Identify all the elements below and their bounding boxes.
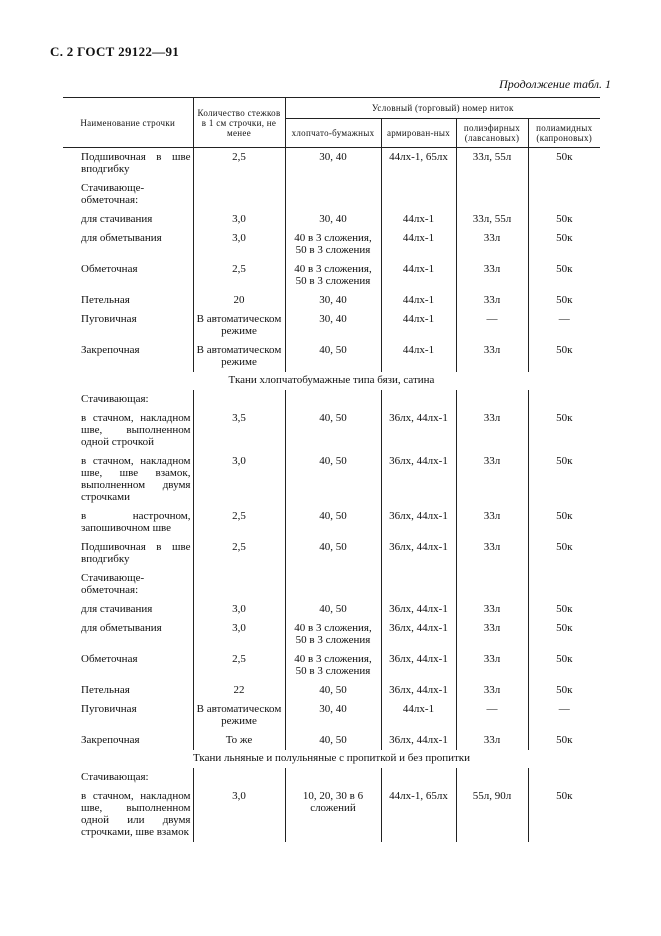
row-stitches: 3,0 — [193, 600, 285, 619]
table-body — [63, 148, 600, 843]
row-cotton: 40, 50 — [285, 341, 381, 372]
row-polyamide: 50к — [528, 619, 600, 650]
row-polyamide — [528, 768, 600, 787]
row-name: Закрепочная — [81, 734, 140, 746]
section-row — [63, 372, 600, 390]
table-row — [63, 229, 600, 260]
col-header-polyester: полиэфирных (лавсановых) — [456, 119, 528, 148]
col-header-name: Наименование строчки — [80, 117, 176, 128]
row-polyamide: 50к — [528, 291, 600, 310]
table-row — [63, 600, 600, 619]
row-polyester: 33л, 55л — [456, 210, 528, 229]
row-armored — [381, 179, 456, 210]
row-cotton: 30, 40 — [285, 700, 381, 731]
row-polyester — [456, 390, 528, 409]
table-row — [63, 452, 600, 507]
section-title: Ткани хлопчатобумажные типа бязи, сатина — [228, 374, 435, 386]
row-cotton — [285, 569, 381, 600]
row-stitches — [193, 768, 285, 787]
row-cotton: 40, 50 — [285, 731, 381, 750]
row-armored — [381, 768, 456, 787]
row-name: Петельная — [81, 294, 130, 306]
table-row — [63, 538, 600, 569]
thread-table — [63, 97, 600, 842]
row-name: для стачивания — [81, 603, 153, 615]
row-name: Стачивающе-обметочная: — [81, 572, 145, 596]
row-polyester: 33л — [456, 619, 528, 650]
row-cotton: 40 в 3 сложения, 50 в 3 сложения — [285, 229, 381, 260]
row-armored: 36лх, 44лх-1 — [381, 452, 456, 507]
row-polyamide: 50к — [528, 148, 600, 180]
col-header-armored: армирован-ных — [381, 119, 456, 148]
row-polyester — [456, 569, 528, 600]
row-armored: 36лх, 44лх-1 — [381, 409, 456, 452]
row-stitches: 20 — [193, 291, 285, 310]
row-polyester: 33л — [456, 291, 528, 310]
row-stitches: В автоматическом режиме — [193, 700, 285, 731]
row-polyester: 33л — [456, 681, 528, 700]
row-armored: 44лх-1 — [381, 291, 456, 310]
row-armored: 44лх-1 — [381, 700, 456, 731]
table-row — [63, 409, 600, 452]
row-polyamide: 50к — [528, 600, 600, 619]
row-cotton: 40, 50 — [285, 507, 381, 538]
row-stitches: 3,0 — [193, 787, 285, 842]
row-polyamide: 50к — [528, 260, 600, 291]
row-stitches: 3,5 — [193, 409, 285, 452]
row-name: Закрепочная — [81, 344, 140, 356]
row-cotton: 10, 20, 30 в 6 сложений — [285, 787, 381, 842]
row-polyester: 33л — [456, 341, 528, 372]
row-armored: 36лх, 44лх-1 — [381, 731, 456, 750]
row-name: в стачном, накладном шве, выполненном одной или двумя строчками, шве взамок — [81, 790, 191, 838]
row-polyester: 33л — [456, 731, 528, 750]
table-row — [63, 390, 600, 409]
row-stitches: 3,0 — [193, 210, 285, 229]
row-armored: 44лх-1, 65лх — [381, 148, 456, 180]
row-armored: 36лх, 44лх-1 — [381, 507, 456, 538]
row-polyamide — [528, 179, 600, 210]
table-row — [63, 619, 600, 650]
row-polyester: 33л — [456, 452, 528, 507]
section-title: Ткани льняные и полульняные с пропиткой и без пропитки — [192, 752, 471, 764]
row-armored: 44лх-1 — [381, 310, 456, 341]
row-stitches — [193, 390, 285, 409]
row-cotton: 30, 40 — [285, 210, 381, 229]
row-stitches: 2,5 — [193, 507, 285, 538]
row-stitches: То же — [193, 731, 285, 750]
row-cotton: 40 в 3 сложения, 50 в 3 сложения — [285, 260, 381, 291]
table-row — [63, 507, 600, 538]
row-name: в стачном, накладном шве, шве взамок, выполненном двумя строчками — [81, 455, 191, 503]
row-stitches: 2,5 — [193, 148, 285, 180]
row-armored: 36лх, 44лх-1 — [381, 650, 456, 681]
row-armored: 36лх, 44лх-1 — [381, 619, 456, 650]
table-row — [63, 768, 600, 787]
table-continuation-note: Продолжение табл. 1 — [499, 77, 611, 91]
row-name: Обметочная — [81, 263, 138, 275]
row-cotton: 40 в 3 сложения, 50 в 3 сложения — [285, 650, 381, 681]
row-cotton: 30, 40 — [285, 148, 381, 180]
row-polyamide — [528, 390, 600, 409]
row-polyester — [456, 179, 528, 210]
row-cotton: 40, 50 — [285, 681, 381, 700]
row-name: Пуговичная — [81, 313, 137, 325]
row-name: в стачном, накладном шве, выполненном одной строчкой — [81, 412, 191, 448]
table-row — [63, 260, 600, 291]
row-polyester: 33л — [456, 650, 528, 681]
row-polyamide — [528, 569, 600, 600]
row-armored — [381, 390, 456, 409]
row-cotton — [285, 390, 381, 409]
row-armored: 44лх-1 — [381, 341, 456, 372]
row-stitches — [193, 569, 285, 600]
row-stitches: 22 — [193, 681, 285, 700]
section-row — [63, 750, 600, 768]
row-polyester: 33л — [456, 409, 528, 452]
row-polyamide: — — [528, 700, 600, 731]
row-polyamide: 50к — [528, 229, 600, 260]
table-row — [63, 731, 600, 750]
row-polyamide: 50к — [528, 341, 600, 372]
row-cotton: 40, 50 — [285, 538, 381, 569]
table-row — [63, 291, 600, 310]
row-cotton — [285, 768, 381, 787]
row-stitches: 2,5 — [193, 650, 285, 681]
row-stitches: В автоматическом режиме — [193, 341, 285, 372]
row-polyester: 55л, 90л — [456, 787, 528, 842]
row-stitches: 2,5 — [193, 260, 285, 291]
table-row — [63, 569, 600, 600]
row-name: для стачивания — [81, 213, 153, 225]
row-cotton: 40 в 3 сложения, 50 в 3 сложения — [285, 619, 381, 650]
row-stitches: 3,0 — [193, 619, 285, 650]
row-polyester — [456, 768, 528, 787]
row-polyester: 33л, 55л — [456, 148, 528, 180]
row-armored: 36лх, 44лх-1 — [381, 681, 456, 700]
row-name: в настрочном, запошивочном шве — [81, 510, 191, 534]
table-row — [63, 148, 600, 180]
col-header-cotton: хлопчато-бумажных — [285, 119, 381, 148]
row-polyester: — — [456, 700, 528, 731]
row-name: Подшивочная в шве вподгибку — [81, 151, 191, 175]
row-cotton: 40, 50 — [285, 409, 381, 452]
table-row — [63, 700, 600, 731]
row-armored: 44лх-1, 65лх — [381, 787, 456, 842]
row-name: Стачивающе-обметочная: — [81, 182, 145, 206]
row-stitches: 3,0 — [193, 229, 285, 260]
row-name: Обметочная — [81, 653, 138, 665]
row-polyamide: 50к — [528, 731, 600, 750]
row-stitches: 3,0 — [193, 452, 285, 507]
table-row — [63, 787, 600, 842]
row-polyamide: 50к — [528, 409, 600, 452]
table-row — [63, 650, 600, 681]
row-cotton — [285, 179, 381, 210]
col-header-thread-number: Условный (торговый) номер ниток — [285, 98, 600, 119]
row-polyester: 33л — [456, 507, 528, 538]
col-header-stitches: Количество стежков в 1 см строчки, не менее — [193, 98, 285, 148]
row-armored: 44лх-1 — [381, 260, 456, 291]
page-header: С. 2 ГОСТ 29122—91 — [50, 44, 180, 59]
row-stitches — [193, 179, 285, 210]
table-row — [63, 210, 600, 229]
row-name: Стачивающая: — [81, 393, 149, 405]
row-stitches: В автоматическом режиме — [193, 310, 285, 341]
row-polyester: 33л — [456, 229, 528, 260]
row-polyamide: 50к — [528, 787, 600, 842]
row-cotton: 40, 50 — [285, 452, 381, 507]
row-cotton: 40, 50 — [285, 600, 381, 619]
row-name: Пуговичная — [81, 703, 137, 715]
row-name: для обметывания — [81, 622, 162, 634]
row-name: Петельная — [81, 684, 130, 696]
row-armored: 44лх-1 — [381, 210, 456, 229]
row-cotton: 30, 40 — [285, 291, 381, 310]
row-polyester: 33л — [456, 538, 528, 569]
col-header-polyamide: полиамидных (капроновых) — [528, 119, 600, 148]
table-row — [63, 681, 600, 700]
row-armored: 36лх, 44лх-1 — [381, 538, 456, 569]
row-polyamide: 50к — [528, 210, 600, 229]
row-armored: 36лх, 44лх-1 — [381, 600, 456, 619]
row-polyester: 33л — [456, 600, 528, 619]
row-name: Подшивочная в шве вподгибку — [81, 541, 191, 565]
row-polyamide: 50к — [528, 681, 600, 700]
table-row — [63, 310, 600, 341]
table-row — [63, 341, 600, 372]
row-polyamide: 50к — [528, 507, 600, 538]
row-polyamide: 50к — [528, 650, 600, 681]
row-polyamide: 50к — [528, 538, 600, 569]
row-stitches: 2,5 — [193, 538, 285, 569]
row-armored: 44лх-1 — [381, 229, 456, 260]
row-armored — [381, 569, 456, 600]
row-polyamide: — — [528, 310, 600, 341]
row-polyester: — — [456, 310, 528, 341]
row-polyamide: 50к — [528, 452, 600, 507]
table-row — [63, 179, 600, 210]
row-cotton: 30, 40 — [285, 310, 381, 341]
row-polyester: 33л — [456, 260, 528, 291]
row-name: Стачивающая: — [81, 771, 149, 783]
row-name: для обметывания — [81, 232, 162, 244]
